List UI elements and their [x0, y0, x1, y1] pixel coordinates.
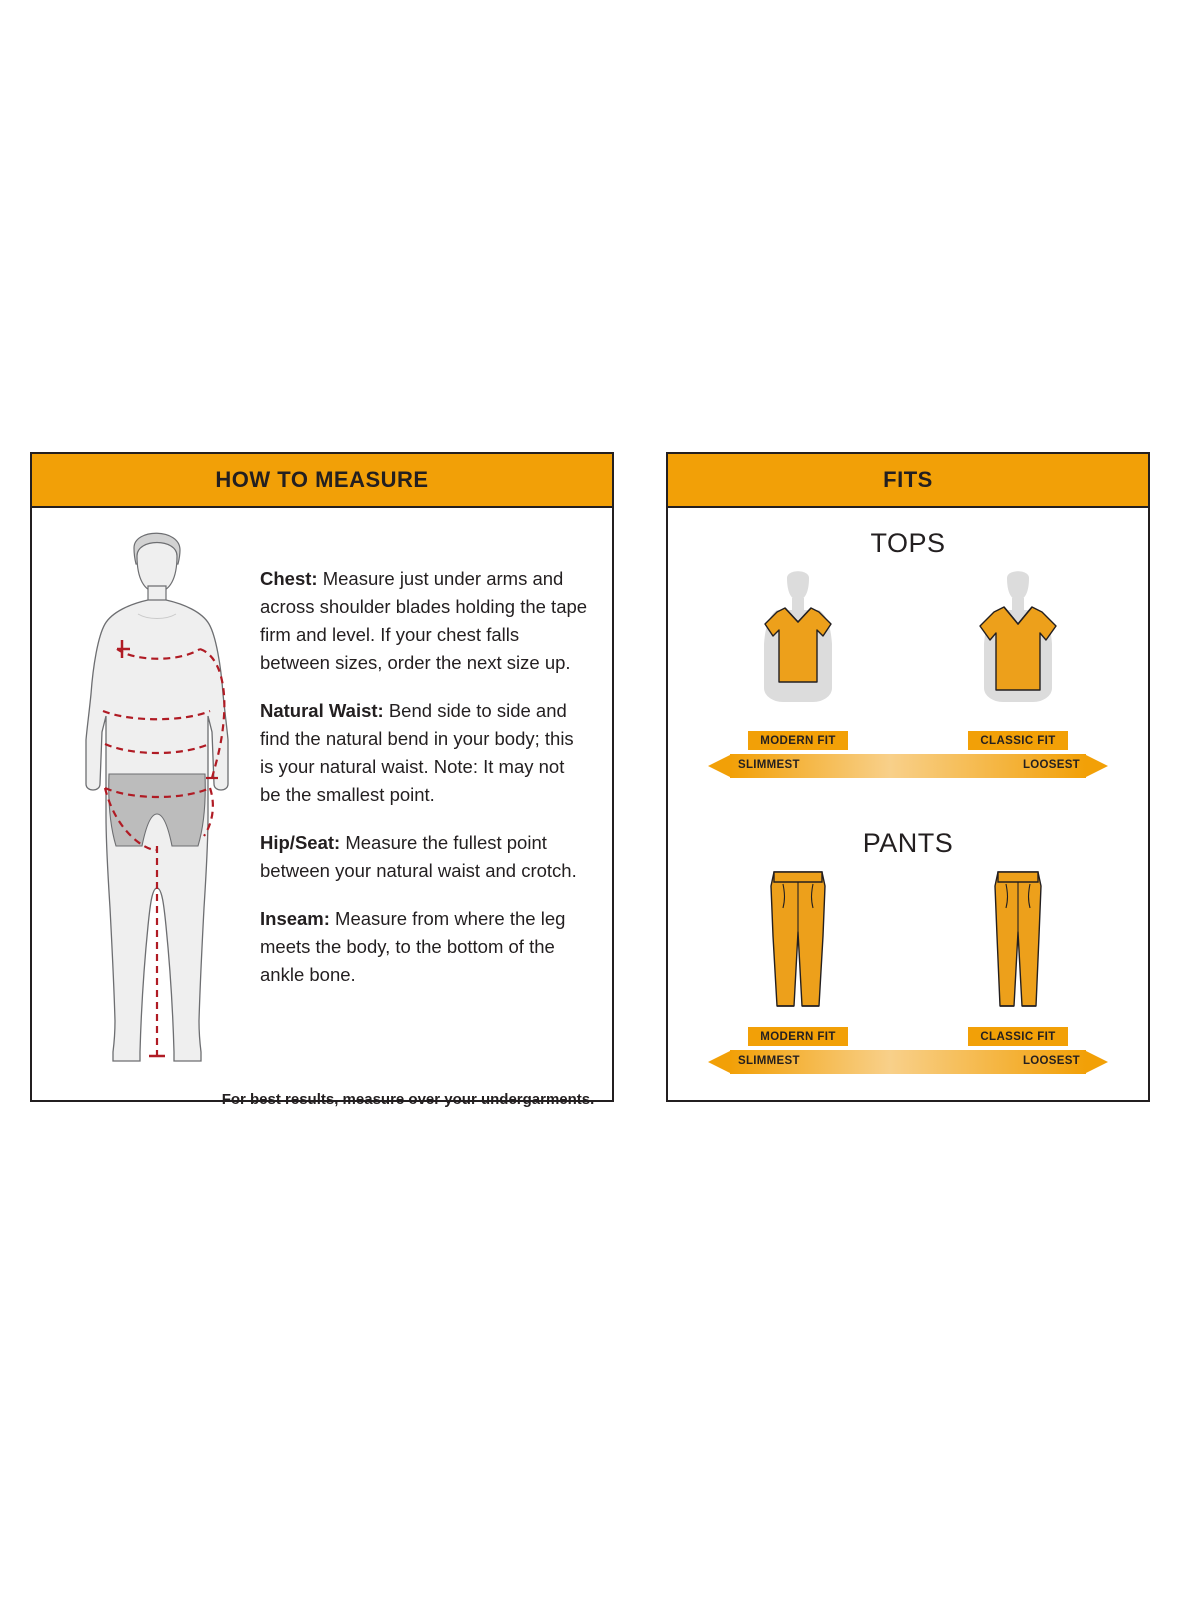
- pants-modern-fit-icon: [723, 866, 873, 1021]
- measure-desc-inseam: Measure from where the leg meets the body, to the bottom of the ankle bone.: [260, 907, 566, 985]
- tops-fit-scale: [708, 752, 1108, 780]
- measure-footnote: For best results, measure over your undergarments.: [221, 1091, 595, 1108]
- pants-modern-fit-cell: [723, 866, 873, 1046]
- measure-instructions: [260, 546, 590, 1009]
- pants-scale-right-label: LOOSEST: [1022, 1055, 1080, 1067]
- measure-term-chest: Chest:: [260, 567, 318, 589]
- tops-scale-left-label: SLIMMEST: [738, 759, 800, 771]
- pants-classic-fit-label: CLASSIC FIT: [968, 1027, 1067, 1046]
- measure-item-chest: [260, 565, 590, 677]
- measure-desc-natural-waist: Bend side to side and find the natural bend in your body; this is your natural waist. Note: It may not be the smallest point.: [260, 699, 574, 805]
- pants-garment-row: [668, 866, 1148, 1046]
- pants-fit-scale: [708, 1048, 1108, 1076]
- pants-scale-left-label: SLIMMEST: [738, 1055, 800, 1067]
- measure-term-natural-waist: Natural Waist:: [260, 699, 384, 721]
- tops-classic-fit-label: CLASSIC FIT: [968, 731, 1067, 750]
- how-to-measure-header: HOW TO MEASURE: [32, 454, 612, 508]
- measure-item-natural-waist: [260, 697, 590, 809]
- fits-body: [668, 508, 1148, 1102]
- measure-item-hip-seat: [260, 829, 590, 885]
- pants-modern-fit-label: MODERN FIT: [748, 1027, 848, 1046]
- tops-modern-fit-cell: [723, 570, 873, 750]
- measure-item-inseam: [260, 905, 590, 989]
- tshirt-classic-fit-icon: [943, 570, 1093, 725]
- pants-classic-fit-cell: [943, 866, 1093, 1046]
- how-to-measure-panel: [30, 452, 614, 1108]
- body-measurement-figure: [60, 516, 255, 1071]
- measure-term-hip-seat: Hip/Seat:: [260, 831, 341, 853]
- pants-classic-fit-icon: [943, 866, 1093, 1021]
- measure-desc-chest: Measure just under arms and across shoulder blades holding the tape firm and level. If your chest falls between sizes, order the next size up.: [260, 567, 588, 673]
- tops-scale-right-label: LOOSEST: [1022, 759, 1080, 771]
- fits-panel: [666, 452, 1150, 1102]
- tops-garment-row: [668, 570, 1148, 750]
- measure-desc-hip-seat: Measure the fullest point between your natural waist and crotch.: [260, 831, 577, 881]
- fits-header: FITS: [668, 454, 1148, 508]
- measure-term-inseam: Inseam:: [260, 907, 330, 929]
- tops-section-title: TOPS: [870, 528, 946, 558]
- pants-section-title: PANTS: [862, 828, 954, 858]
- tops-modern-fit-label: MODERN FIT: [748, 731, 848, 750]
- how-to-measure-body: [32, 508, 612, 1108]
- tops-classic-fit-cell: [943, 570, 1093, 750]
- tshirt-modern-fit-icon: [723, 570, 873, 725]
